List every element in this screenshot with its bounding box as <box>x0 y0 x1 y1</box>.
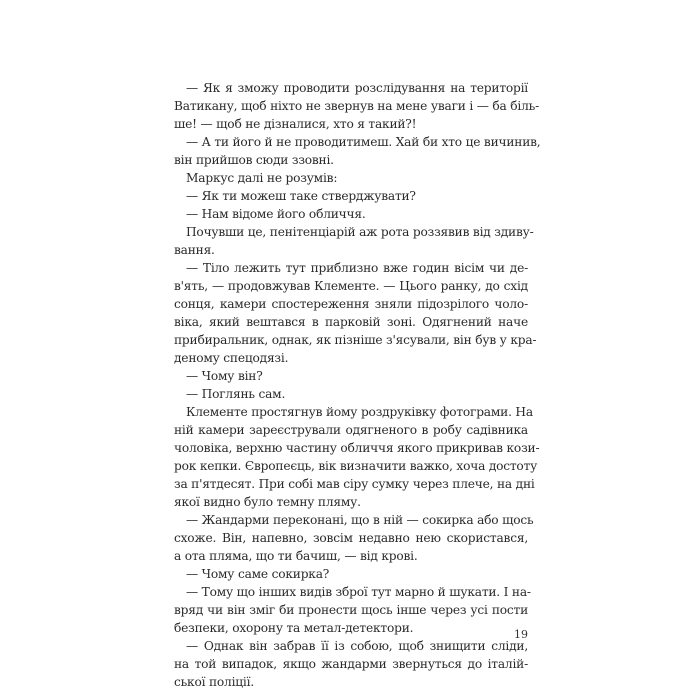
text-line: — Нам відоме його обличчя. <box>186 207 366 221</box>
text-line: а ота пляма, що ти бачиш, — від крові. <box>174 549 418 563</box>
text-line: прибиральник, однак, як пізніше з'ясували, він був у кра- <box>174 333 537 347</box>
text-line: ній камери зареєстрували одягненого в робу садівника <box>174 423 528 437</box>
text-line: — А ти його й не проводитимеш. Хай би хто це вичинив, <box>186 135 541 149</box>
text-line: ської поліції. <box>174 675 254 689</box>
text-line: він прийшов сюди ззовні. <box>174 153 334 167</box>
text-line: — Як ти можеш таке стверджувати? <box>186 189 416 203</box>
text-line: деному спецодязі. <box>174 351 289 365</box>
text-line: віка, який вештався в парковій зоні. Одягнений наче <box>174 315 528 329</box>
text-line: — Тому що інших видів зброї тут марно й шукати. І на- <box>186 585 531 599</box>
text-line: на той випадок, якщо жандарми звернуться до італій- <box>174 657 528 671</box>
text-line: — Чому він? <box>186 369 263 383</box>
text-line: — Як я зможу проводити розслідування на території <box>186 81 528 95</box>
text-line: рок кепки. Європеєць, вік визначити важко, хоча достоту <box>174 459 538 473</box>
text-line: якої видно було темну пляму. <box>174 495 361 509</box>
text-line: — Однак він забрав її із собою, щоб знищити сліди, <box>186 639 528 653</box>
page-number: 19 <box>514 628 528 641</box>
text-line: Маркус далі не розумів: <box>186 171 338 185</box>
text-line: — Тіло лежить тут приблизно вже годин вісім чи де- <box>186 261 528 275</box>
text-line: сонця, камери спостереження зняли підозрілого чоло- <box>174 297 528 311</box>
body-text <box>174 79 541 691</box>
text-line: ше! — щоб не дізналися, хто я такий?! <box>174 117 417 131</box>
text-line: вання. <box>174 243 215 257</box>
text-line: — Поглянь сам. <box>186 387 286 401</box>
text-line: — Чому саме сокирка? <box>186 567 330 581</box>
text-line: Клементе простягнув йому роздруківку фотограми. На <box>186 405 533 419</box>
text-line: — Жандарми переконані, що в ній — сокирка або щось <box>186 513 534 527</box>
text-line: Ватикану, щоб ніхто не звернув на мене уваги і — ба біль- <box>174 99 539 113</box>
text-line: за п'ятдесят. При собі мав сіру сумку через плече, на дні <box>174 477 535 491</box>
text-line: схоже. Він, напевно, зовсім недавно нею скористався, <box>174 531 528 545</box>
text-line: чоловіка, верхню частину обличчя якого прикривав кози- <box>174 441 540 455</box>
text-line: Почувши це, пенітенціарій аж рота роззявив від здиву- <box>186 225 534 239</box>
text-line: безпеки, охорону та метал-детектори. <box>174 621 414 635</box>
text-line: в'ять, — продовжував Клементе. — Цього ранку, до схід <box>174 279 528 293</box>
text-line: вряд чи він зміг би пронести щось інше через усі пости <box>174 603 528 617</box>
